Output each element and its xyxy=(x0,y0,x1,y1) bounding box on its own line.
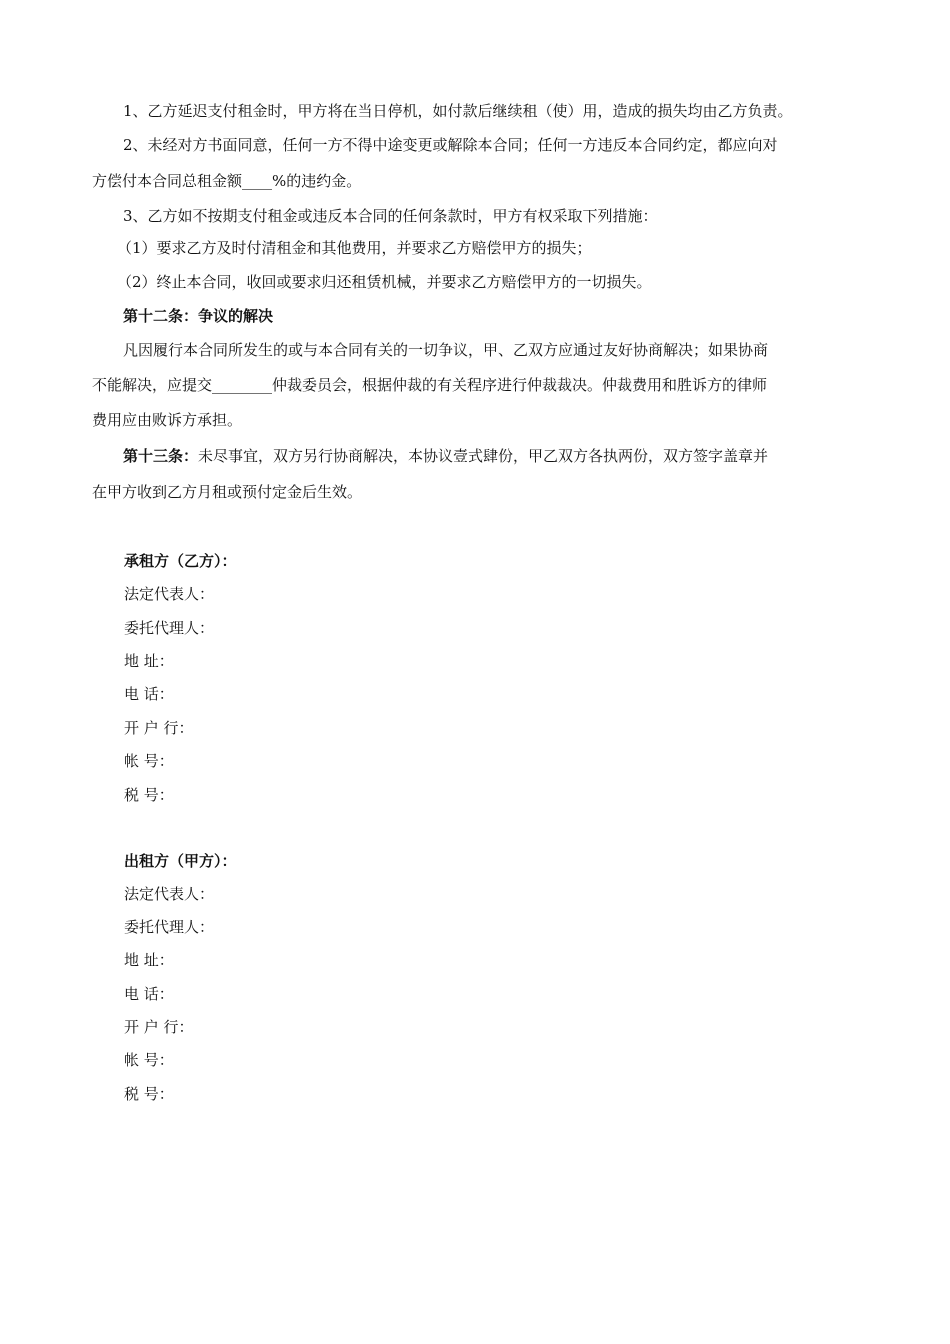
lessor-phone: 电 话： xyxy=(124,985,174,1003)
lessor-title: 出租方（甲方）： xyxy=(124,852,237,870)
lessor-bank: 开 户 行： xyxy=(124,1018,194,1036)
lessee-tax-id: 税 号： xyxy=(124,786,174,804)
penalty-percent-blank: ____ xyxy=(242,172,273,190)
clause13-heading: 第十三条： xyxy=(123,447,199,465)
lessee-legal-rep: 法定代表人： xyxy=(124,585,215,603)
clause11-item2-line1: 2、未经对方书面同意，任何一方不得中途变更或解除本合同；任何一方违反本合同约定，都应向对 xyxy=(123,136,778,154)
lessee-account: 帐 号： xyxy=(124,752,174,770)
clause12-heading: 第十二条：争议的解决 xyxy=(123,307,274,325)
clause11-item2-line2-pre: 方偿付本合同总租金额 xyxy=(92,172,243,190)
clause12-line2-post: 仲裁委员会，根据仲裁的有关程序进行仲裁裁决。仲裁费用和胜诉方的律师 xyxy=(272,376,768,394)
lessee-phone: 电 话： xyxy=(124,685,174,703)
clause13-line2: 在甲方收到乙方月租或预付定金后生效。 xyxy=(92,483,363,501)
clause11-item3: 3、乙方如不按期支付租金或违反本合同的任何条款时，甲方有权采取下列措施： xyxy=(123,207,658,225)
clause13-line1 xyxy=(123,446,768,466)
lessee-bank: 开 户 行： xyxy=(124,719,194,737)
clause11-item2-line2-post: %的违约金。 xyxy=(272,172,362,190)
lessor-tax-id: 税 号： xyxy=(124,1085,174,1103)
arbitration-commission-blank: ________ xyxy=(212,376,273,394)
lessee-agent: 委托代理人： xyxy=(124,619,215,637)
clause11-item3-sub2: （2）终止本合同，收回或要求归还租赁机械，并要求乙方赔偿甲方的一切损失。 xyxy=(117,273,652,291)
clause12-line1: 凡因履行本合同所发生的或与本合同有关的一切争议，甲、乙双方应通过友好协商解决；如果协商 xyxy=(123,341,769,359)
clause13-text: 未尽事宜，双方另行协商解决，本协议壹式肆份，甲乙双方各执两份，双方签字盖章并 xyxy=(198,447,769,465)
lessor-legal-rep: 法定代表人： xyxy=(124,885,215,903)
lessor-agent: 委托代理人： xyxy=(124,918,215,936)
clause11-item2-line2 xyxy=(92,171,361,191)
lessee-address: 地 址： xyxy=(124,652,174,670)
clause11-item1: 1、乙方延迟支付租金时，甲方将在当日停机，如付款后继续租（使）用，造成的损失均由乙方负责。 xyxy=(123,102,793,120)
lessee-title: 承租方（乙方）： xyxy=(124,552,237,570)
clause12-line3: 费用应由败诉方承担。 xyxy=(92,411,243,429)
lessor-address: 地 址： xyxy=(124,951,174,969)
clause12-line2 xyxy=(92,375,767,395)
clause11-item3-sub1: （1）要求乙方及时付清租金和其他费用，并要求乙方赔偿甲方的损失； xyxy=(117,239,592,257)
clause12-line2-pre: 不能解决，应提交 xyxy=(92,376,213,394)
lessor-account: 帐 号： xyxy=(124,1051,174,1069)
